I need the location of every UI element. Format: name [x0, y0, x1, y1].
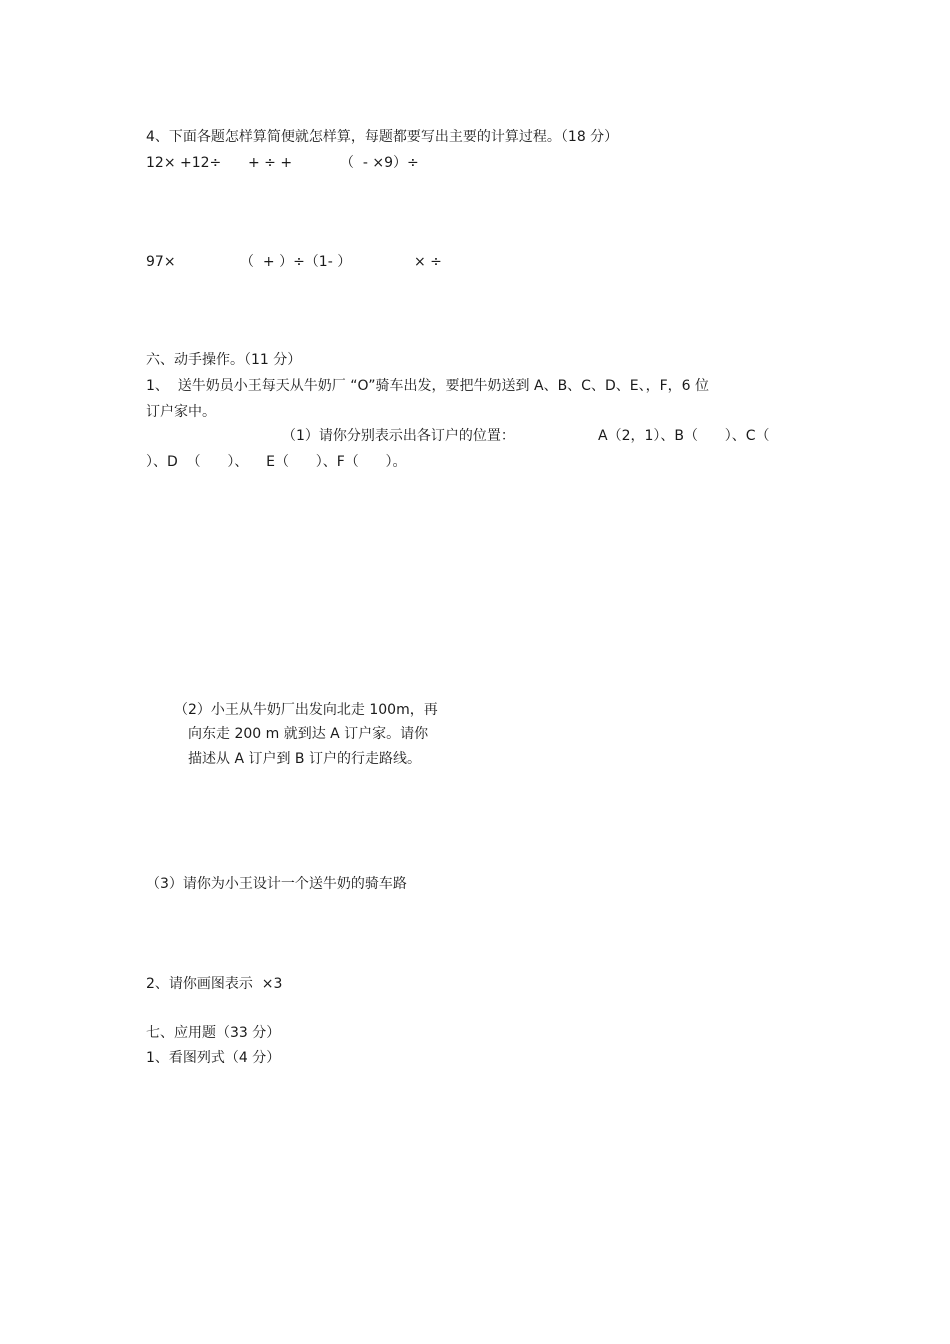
question-text: 2、请你画图表示 ×3 [146, 976, 283, 992]
section7-heading: 七、应用题（33 分） [146, 1025, 281, 1041]
calc-expression: （ - ×9）÷ [340, 155, 419, 171]
calc-expression: 97× [146, 254, 176, 270]
question-text: 订户家中。 [146, 404, 216, 420]
calc-expression: （ + ）÷（1- ） [240, 254, 352, 270]
question-text: （1）请你分别表示出各订户的位置： [282, 428, 515, 444]
question-text: A（2，1）、B（ ）、C（ [598, 428, 770, 444]
question-text: （3）请你为小王设计一个送牛奶的骑车路 [146, 876, 407, 892]
calc-expression: 12× +12÷ [146, 155, 222, 171]
question-text: 向东走 200 m 就到达 A 订户家。请你 [188, 726, 429, 742]
question-text: 1、看图列式（4 分） [146, 1050, 281, 1066]
calc-expression: + ÷ + [248, 155, 293, 171]
question-text: 描述从 A 订户到 B 订户的行走路线。 [188, 751, 421, 767]
question-text: 1、 送牛奶员小王每天从牛奶厂 “O”骑车出发，要把牛奶送到 A、B、C、D、E、，F，6 位 [146, 378, 709, 394]
calc-expression: × ÷ [414, 254, 442, 270]
section4-heading: 4、下面各题怎样算简便就怎样算，每题都要写出主要的计算过程。（18 分） [146, 129, 619, 145]
section6-heading: 六、动手操作。（11 分） [146, 352, 302, 368]
question-text: （2）小王从牛奶厂出发向北走 100m，再 [174, 702, 438, 718]
question-text: ）、D （ ）、 E（ ）、F（ ）。 [146, 454, 407, 470]
